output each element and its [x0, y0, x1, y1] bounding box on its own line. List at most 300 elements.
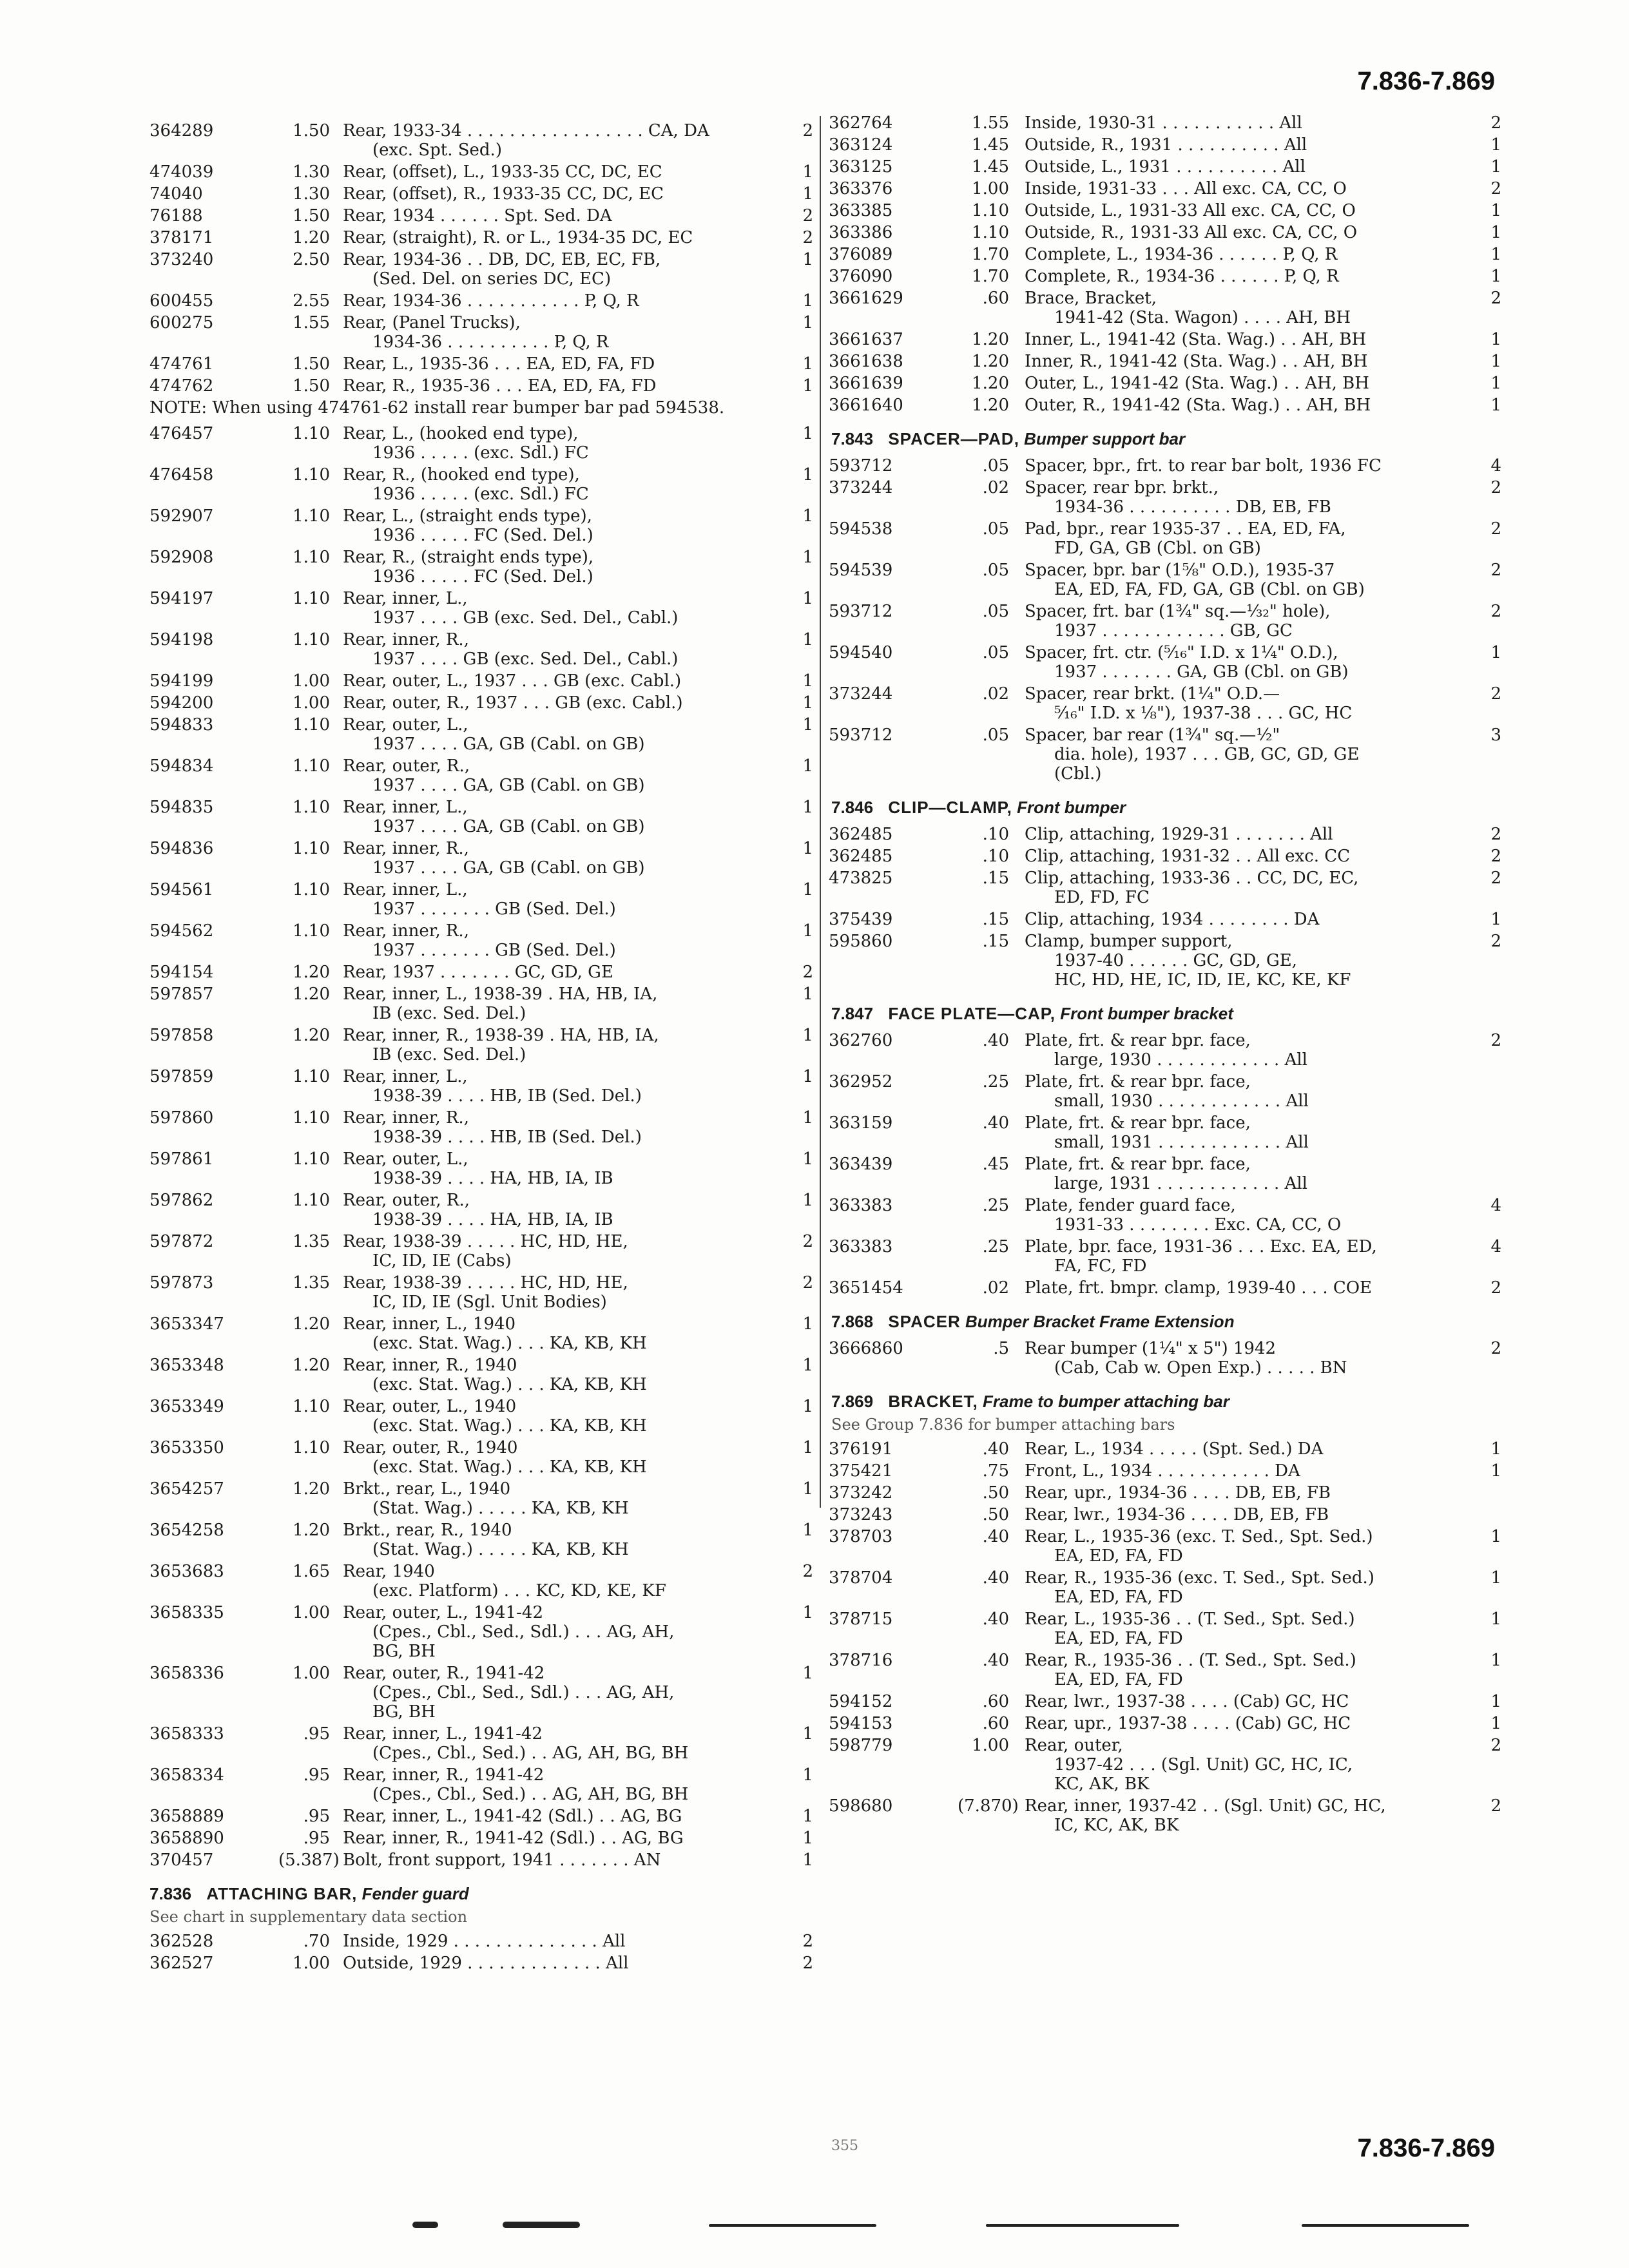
part-row	[831, 1237, 1501, 1276]
part-price: .50	[982, 1483, 1009, 1503]
part-number: 594198	[149, 630, 214, 649]
part-number: 597858	[149, 1026, 214, 1045]
part-quantity: 1	[802, 1191, 813, 1210]
part-number: 598779	[829, 1736, 893, 1755]
part-row	[831, 478, 1501, 517]
part-description	[1025, 267, 1465, 286]
description-line: small, 1930 . . . . . . . . . . . . All	[1054, 1091, 1309, 1111]
part-quantity: 1	[802, 921, 813, 941]
part-row	[831, 1278, 1501, 1298]
part-price: 1.10	[293, 756, 330, 776]
part-quantity: 1	[1490, 1527, 1501, 1546]
description-line: Inner, R., 1941-42 (Sta. Wag.) . . AH, BH	[1025, 352, 1368, 371]
part-number: 76188	[149, 206, 203, 226]
description-line: Front, L., 1934 . . . . . . . . . . . DA	[1025, 1461, 1300, 1481]
part-row	[831, 910, 1501, 929]
part-quantity: 2	[802, 1273, 813, 1293]
part-description	[343, 756, 777, 795]
part-description	[343, 162, 777, 182]
part-number: 597860	[149, 1108, 214, 1128]
description-line: large, 1931 . . . . . . . . . . . . All	[1054, 1174, 1307, 1193]
part-row	[149, 1603, 813, 1661]
part-number: 373242	[829, 1483, 893, 1503]
part-description	[343, 1067, 777, 1106]
description-line: (exc. Stat. Wag.) . . . KA, KB, KH	[372, 1457, 647, 1477]
part-price: 1.70	[972, 245, 1009, 264]
part-price: .25	[982, 1072, 1009, 1091]
description-line: 1937 . . . . . . . GB (Sed. Del.)	[372, 941, 616, 960]
part-quantity: 2	[1490, 519, 1501, 539]
section-subtitle: Bumper Bracket Frame Extension	[965, 1312, 1235, 1331]
part-price: .40	[982, 1439, 1009, 1459]
part-row	[149, 963, 813, 982]
part-row	[149, 1765, 813, 1804]
part-description	[343, 1108, 777, 1147]
part-price: 1.50	[293, 376, 330, 396]
part-row	[149, 921, 813, 960]
part-row	[149, 121, 813, 160]
part-row	[831, 1527, 1501, 1566]
part-description	[1025, 1461, 1465, 1481]
part-description	[1025, 1196, 1465, 1235]
scan-artifact	[503, 2222, 580, 2228]
part-row	[149, 1479, 813, 1518]
section-title: BRACKET,	[888, 1392, 978, 1411]
attaching-bar-parts-list	[149, 1932, 813, 1973]
part-quantity: 1	[1490, 1651, 1501, 1670]
part-number: 3666860	[829, 1339, 903, 1358]
part-quantity: 1	[802, 715, 813, 735]
part-quantity: 1	[802, 630, 813, 649]
part-price: 2.50	[293, 250, 330, 269]
description-line: Rear, R., (hooked end type),	[343, 465, 580, 485]
description-line: IB (exc. Sed. Del.)	[372, 1045, 526, 1064]
part-number: 3661639	[829, 374, 903, 393]
part-description	[1025, 602, 1465, 640]
part-price: 1.20	[972, 352, 1009, 371]
part-row	[149, 756, 813, 795]
part-description	[1025, 1692, 1465, 1711]
part-number: 597872	[149, 1232, 214, 1251]
part-row	[831, 1610, 1501, 1648]
part-price: 1.00	[293, 671, 330, 691]
description-line: 1938-39 . . . . HB, IB (Sed. Del.)	[372, 1128, 642, 1147]
description-line: Rear, inner, L.,	[343, 880, 468, 899]
part-number: 3658890	[149, 1829, 224, 1848]
part-number: 600455	[149, 291, 214, 311]
note-line: NOTE: When using 474761-62 install rear bumper bar pad 594538.	[149, 398, 725, 418]
description-line: BG, BH	[372, 1642, 436, 1661]
part-description	[1025, 245, 1465, 264]
part-row	[149, 1356, 813, 1394]
part-row	[831, 289, 1501, 327]
description-line: Rear, outer, R.,	[343, 1191, 470, 1210]
description-line: KC, AK, BK	[1054, 1774, 1150, 1794]
part-row	[149, 1191, 813, 1229]
section-code: 7.846	[831, 798, 874, 817]
description-line: 1938-39 . . . . HA, HB, IA, IB	[372, 1210, 613, 1229]
part-quantity: 2	[802, 1232, 813, 1251]
part-row	[831, 374, 1501, 393]
description-line: Rear, lwr., 1937-38 . . . . (Cab) GC, HC	[1025, 1692, 1349, 1711]
part-price: .95	[303, 1765, 330, 1785]
description-line: Brace, Bracket,	[1025, 289, 1157, 308]
part-number: 597859	[149, 1067, 214, 1086]
part-row	[149, 630, 813, 669]
description-line: 1936 . . . . . FC (Sed. Del.)	[372, 567, 593, 586]
section-heading-7-843	[831, 429, 1501, 448]
part-row	[149, 1232, 813, 1271]
part-description	[1025, 561, 1465, 599]
description-line: 1937 . . . . GA, GB (Cabl. on GB)	[372, 776, 645, 795]
part-quantity: 1	[802, 1314, 813, 1334]
part-row	[149, 985, 813, 1023]
part-number: 3653349	[149, 1397, 224, 1416]
page-number: 355	[831, 2138, 858, 2154]
description-line: 1937 . . . . GB (exc. Sed. Del., Cabl.)	[372, 649, 679, 669]
part-number: 3661629	[829, 289, 903, 308]
part-row	[149, 376, 813, 396]
part-number: 363383	[829, 1237, 893, 1256]
part-description	[343, 693, 777, 713]
part-row	[149, 1108, 813, 1147]
part-price: .60	[982, 289, 1009, 308]
part-quantity: 1	[1490, 1568, 1501, 1588]
part-quantity: 2	[1490, 113, 1501, 133]
description-line: Rear, inner, R.,	[343, 839, 469, 858]
section-title: ATTACHING BAR,	[206, 1884, 358, 1903]
part-description	[1025, 1610, 1465, 1648]
description-line: Spacer, bar rear (1¾" sq.—½"	[1025, 726, 1280, 745]
description-line: Rear, 1938-39 . . . . . HC, HD, HE,	[343, 1232, 628, 1251]
part-quantity: 1	[802, 798, 813, 817]
part-quantity: 1	[1490, 267, 1501, 286]
part-number: 597861	[149, 1149, 214, 1169]
description-line: Rear, (Panel Trucks),	[343, 313, 521, 332]
part-description	[1025, 726, 1465, 783]
part-quantity: 1	[802, 506, 813, 526]
part-number: 594836	[149, 839, 214, 858]
part-quantity: 1	[802, 589, 813, 608]
part-quantity: 2	[1490, 1736, 1501, 1755]
section-subtitle: Bumper support bar	[1024, 429, 1186, 448]
description-line: 1934-36 . . . . . . . . . . P, Q, R	[372, 332, 609, 352]
part-price: 1.10	[293, 1397, 330, 1416]
description-line: (Stat. Wag.) . . . . . KA, KB, KH	[372, 1499, 629, 1518]
part-number: 3661640	[829, 396, 903, 415]
description-line: 1934-36 . . . . . . . . . . DB, EB, FB	[1054, 497, 1331, 517]
part-number: 594540	[829, 643, 893, 662]
part-quantity: 1	[802, 1149, 813, 1169]
part-description	[1025, 113, 1465, 133]
description-line: Plate, bpr. face, 1931-36 . . . Exc. EA, ED,	[1025, 1237, 1377, 1256]
part-quantity: 1	[802, 1664, 813, 1683]
part-number: 474762	[149, 376, 214, 396]
part-row	[831, 869, 1501, 907]
part-price: 1.10	[293, 589, 330, 608]
part-quantity: 1	[802, 1850, 813, 1870]
part-quantity: 4	[1490, 456, 1501, 476]
part-number: 363124	[829, 135, 893, 155]
part-row	[831, 157, 1501, 177]
part-description	[1025, 910, 1465, 929]
part-row	[149, 693, 813, 713]
part-number: 3661638	[829, 352, 903, 371]
part-row	[831, 932, 1501, 990]
part-number: 376089	[829, 245, 893, 264]
part-quantity: 1	[1490, 1439, 1501, 1459]
part-row	[149, 1829, 813, 1848]
part-quantity: 1	[802, 693, 813, 713]
part-description	[343, 798, 777, 836]
part-price: 1.10	[293, 1067, 330, 1086]
part-description	[343, 1314, 777, 1353]
part-quantity: 2	[1490, 869, 1501, 888]
part-price: 1.10	[293, 921, 330, 941]
part-quantity: 1	[802, 1397, 813, 1416]
part-quantity: 1	[802, 548, 813, 567]
part-row	[149, 1397, 813, 1436]
description-line: dia. hole), 1937 . . . GB, GC, GD, GE	[1054, 745, 1360, 764]
part-number: 594154	[149, 963, 214, 982]
description-line: Plate, fender guard face,	[1025, 1196, 1236, 1215]
part-quantity: 2	[802, 121, 813, 140]
right-top-parts-list	[831, 113, 1501, 415]
part-quantity: 4	[1490, 1237, 1501, 1256]
description-line: Clip, attaching, 1933-36 . . CC, DC, EC,	[1025, 869, 1359, 888]
column-divider	[820, 116, 821, 1508]
description-line: 1931-33 . . . . . . . . Exc. CA, CC, O	[1054, 1215, 1342, 1235]
part-price: .25	[982, 1237, 1009, 1256]
description-line: (exc. Stat. Wag.) . . . KA, KB, KH	[372, 1416, 647, 1436]
part-price: .40	[982, 1527, 1009, 1546]
part-price: 1.55	[972, 113, 1009, 133]
part-row	[831, 726, 1501, 783]
part-description	[343, 839, 777, 878]
part-price: 1.20	[293, 963, 330, 982]
part-number: 373244	[829, 684, 893, 704]
part-quantity: 1	[802, 313, 813, 332]
description-line: Rear, inner, L., 1938-39 . HA, HB, IA,	[343, 985, 658, 1004]
part-price: .95	[303, 1829, 330, 1848]
part-price: 1.10	[293, 548, 330, 567]
part-quantity: 2	[802, 1954, 813, 1973]
section-note: See chart in supplementary data section	[149, 1908, 468, 1926]
part-description	[343, 121, 777, 160]
part-quantity: 1	[802, 1356, 813, 1375]
part-description	[1025, 456, 1465, 476]
part-description	[343, 206, 777, 226]
bracket-parts-list	[831, 1439, 1501, 1835]
part-quantity: 1	[802, 424, 813, 443]
part-row	[831, 1796, 1501, 1835]
part-quantity: 1	[1490, 643, 1501, 662]
part-price: .05	[982, 726, 1009, 745]
right-column	[831, 113, 1501, 1838]
description-line: Rear, outer, L., 1937 . . . GB (exc. Cabl.)	[343, 671, 682, 691]
part-price: 1.45	[972, 135, 1009, 155]
part-description	[343, 963, 777, 982]
description-line: Rear, L., (straight ends type),	[343, 506, 592, 526]
part-description	[1025, 352, 1465, 371]
part-description	[1025, 847, 1465, 866]
part-price: .05	[982, 561, 1009, 580]
description-line: FD, GA, GB (Cbl. on GB)	[1054, 539, 1261, 558]
part-number: 370457	[149, 1850, 214, 1870]
description-line: Rear, L., (hooked end type),	[343, 424, 579, 443]
part-description	[343, 1829, 777, 1848]
section-subtitle: Fender guard	[361, 1884, 469, 1903]
section-heading-7-847	[831, 1004, 1501, 1023]
description-line: Brkt., rear, R., 1940	[343, 1521, 512, 1540]
part-price: .50	[982, 1505, 1009, 1524]
part-number: 594200	[149, 693, 214, 713]
part-row	[149, 313, 813, 352]
part-number: 3654258	[149, 1521, 224, 1540]
part-price: 1.10	[293, 715, 330, 735]
part-description	[1025, 1072, 1465, 1111]
part-row	[149, 1724, 813, 1763]
part-description	[343, 1149, 777, 1188]
description-line: Bolt, front support, 1941 . . . . . . . AN	[343, 1850, 661, 1870]
part-price: .40	[982, 1031, 1009, 1050]
spacer-pad-parts-list	[831, 456, 1501, 783]
part-price: .02	[982, 684, 1009, 704]
part-number: 74040	[149, 184, 203, 204]
part-quantity: 1	[1490, 1714, 1501, 1733]
part-price: .95	[303, 1807, 330, 1826]
part-price: 1.10	[972, 201, 1009, 220]
part-description	[343, 184, 777, 204]
part-price: 1.20	[972, 330, 1009, 349]
part-quantity: 1	[802, 671, 813, 691]
part-quantity: 1	[802, 880, 813, 899]
part-price: .95	[303, 1724, 330, 1744]
description-line: Rear, outer, L., 1941-42	[343, 1603, 543, 1622]
part-row	[149, 228, 813, 247]
description-line: 1938-39 . . . . HB, IB (Sed. Del.)	[372, 1086, 642, 1106]
part-number: 373243	[829, 1505, 893, 1524]
part-price: 1.00	[293, 693, 330, 713]
part-number: 594538	[829, 519, 893, 539]
description-line: Outside, R., 1931 . . . . . . . . . . All	[1025, 135, 1307, 155]
description-line: Rear, R., (straight ends type),	[343, 548, 594, 567]
part-number: 3654257	[149, 1479, 224, 1499]
part-number: 3658335	[149, 1603, 224, 1622]
part-description	[343, 250, 777, 289]
part-quantity: 1	[802, 1724, 813, 1744]
part-description	[343, 921, 777, 960]
description-line: FA, FC, FD	[1054, 1256, 1147, 1276]
part-quantity: 1	[1490, 135, 1501, 155]
description-line: Plate, frt. & rear bpr. face,	[1025, 1031, 1251, 1050]
part-price: 1.20	[293, 1026, 330, 1045]
part-price: .02	[982, 478, 1009, 497]
part-description	[1025, 1651, 1465, 1689]
section-note: See Group 7.836 for bumper attaching bars	[831, 1416, 1175, 1434]
section-code: 7.836	[149, 1884, 192, 1903]
description-line: Rear, inner, L.,	[343, 589, 468, 608]
part-description	[343, 985, 777, 1023]
description-line: Rear, outer, L., 1940	[343, 1397, 517, 1416]
part-quantity: 2	[802, 1562, 813, 1581]
part-number: 3658334	[149, 1765, 224, 1785]
part-price: .40	[982, 1610, 1009, 1629]
part-price: 1.10	[293, 1191, 330, 1210]
part-row	[831, 1692, 1501, 1711]
description-line: Rear, L., 1935-36 . . (T. Sed., Spt. Sed.)	[1025, 1610, 1355, 1629]
section-heading-7-846	[831, 798, 1501, 817]
part-row	[831, 519, 1501, 558]
part-quantity: 1	[802, 354, 813, 374]
part-description	[1025, 135, 1465, 155]
description-line: Spacer, bpr., frt. to rear bar bolt, 1936 FC	[1025, 456, 1382, 476]
description-line: Rear, R., 1935-36 (exc. T. Sed., Spt. Sed.)	[1025, 1568, 1374, 1588]
description-line: Rear, inner, 1937-42 . . (Sgl. Unit) GC, HC,	[1025, 1796, 1386, 1816]
part-row	[831, 825, 1501, 844]
part-description	[1025, 179, 1465, 198]
part-price: .40	[982, 1113, 1009, 1133]
description-line: Plate, frt. & rear bpr. face,	[1025, 1155, 1251, 1174]
description-line: ED, FD, FC	[1054, 888, 1150, 907]
part-row	[149, 291, 813, 311]
description-line: Rear, outer, R., 1937 . . . GB (exc. Cabl.)	[343, 693, 683, 713]
part-quantity: 1	[802, 1479, 813, 1499]
part-price: .15	[982, 869, 1009, 888]
part-quantity: 1	[1490, 1461, 1501, 1481]
description-line: IC, ID, IE (Sgl. Unit Bodies)	[372, 1293, 607, 1312]
face-plate-parts-list	[831, 1031, 1501, 1298]
part-description	[343, 313, 777, 352]
description-line: Rear bumper (1¼" x 5") 1942	[1025, 1339, 1277, 1358]
part-number: 362485	[829, 847, 893, 866]
part-price: 1.20	[293, 1314, 330, 1334]
section-code: 7.847	[831, 1004, 874, 1023]
part-price: 1.10	[293, 1438, 330, 1457]
part-quantity: 1	[802, 1807, 813, 1826]
section-heading-7-869	[831, 1392, 1501, 1411]
description-line: Rear, R., 1935-36 . . (T. Sed., Spt. Sed.)	[1025, 1651, 1356, 1670]
part-price: .40	[982, 1568, 1009, 1588]
description-line: EA, ED, FA, FD	[1054, 1546, 1183, 1566]
part-number: 363439	[829, 1155, 893, 1174]
part-price: .60	[982, 1692, 1009, 1711]
description-line: Rear, lwr., 1934-36 . . . . DB, EB, FB	[1025, 1505, 1329, 1524]
part-description	[1025, 396, 1465, 415]
part-description	[343, 1026, 777, 1064]
part-description	[1025, 643, 1465, 682]
description-line: Rear, inner, L.,	[343, 798, 468, 817]
description-line: Complete, R., 1934-36 . . . . . . P, Q, R	[1025, 267, 1339, 286]
part-row	[831, 135, 1501, 155]
part-price: (7.870)	[958, 1796, 1019, 1816]
part-number: 373244	[829, 478, 893, 497]
part-price: 1.65	[293, 1562, 330, 1581]
part-row	[831, 330, 1501, 349]
description-line: Spacer, rear brkt. (1¼" O.D.—	[1025, 684, 1280, 704]
part-row	[149, 548, 813, 586]
part-price: 2.55	[293, 291, 330, 311]
part-price: 1.00	[293, 1664, 330, 1683]
scan-artifact	[1302, 2224, 1469, 2227]
part-description	[343, 548, 777, 586]
part-row	[831, 201, 1501, 220]
part-row	[831, 223, 1501, 242]
part-number: 362527	[149, 1954, 214, 1973]
part-row	[831, 1568, 1501, 1607]
description-line: IC, KC, AK, BK	[1054, 1816, 1179, 1835]
part-number: 363385	[829, 201, 893, 220]
